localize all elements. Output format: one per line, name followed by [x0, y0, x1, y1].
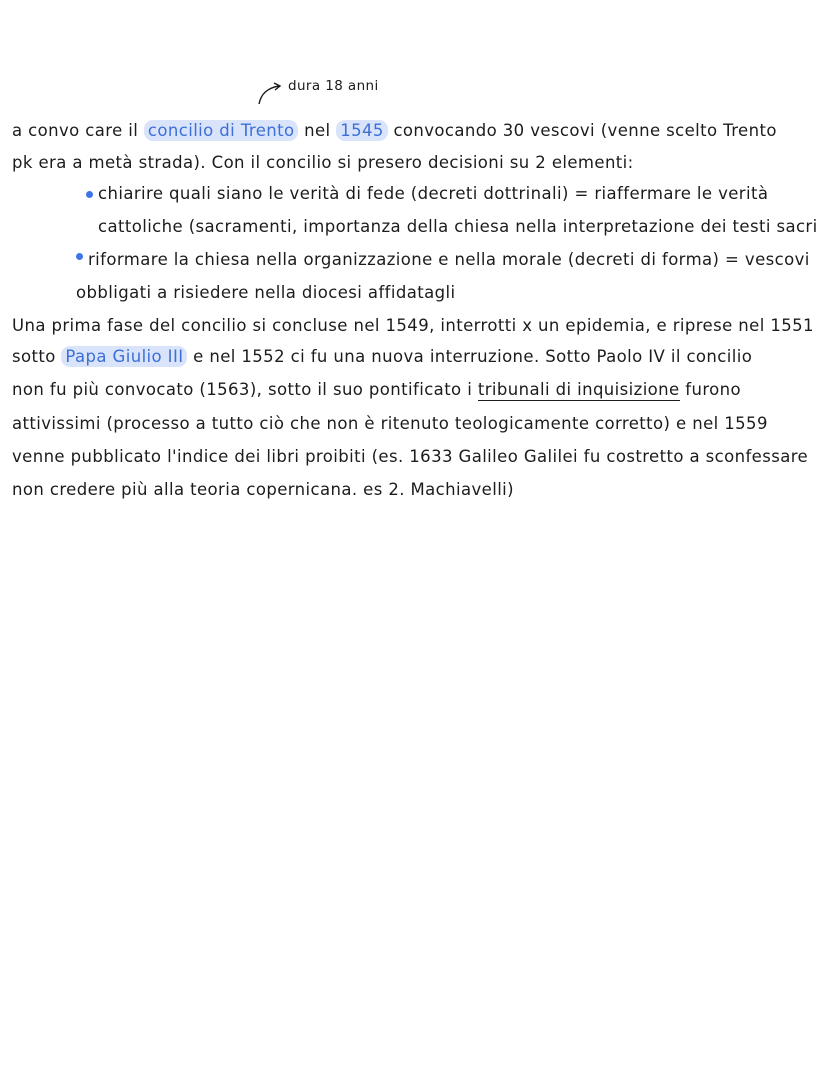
line-1-text-b: nel [304, 121, 331, 140]
note-line-2: pk era a metà strada). Con il concilio si presero decisioni su 2 elementi: [12, 153, 634, 172]
note-line-4 [12, 345, 752, 369]
line-1-text-c: convocando 30 vescovi (venne scelto Trento [393, 121, 777, 140]
annotation-text: dura 18 anni [288, 78, 379, 94]
line-1-text-a: a convo care il [12, 121, 139, 140]
note-line-5 [12, 378, 741, 402]
note-line-7: venne pubblicato l'indice dei libri proibiti (es. 1633 Galileo Galilei fu costretto a sconfessare [12, 447, 809, 466]
underlined-tribunali: tribunali di inquisizione [477, 380, 680, 399]
bullet-1-icon [86, 191, 93, 198]
note-line-6: attivissimi (processo a tutto ciò che non è ritenuto teologicamente corretto) e nel 1559 [12, 414, 768, 433]
highlight-papa-giulio: Papa Giulio III [61, 346, 187, 367]
bullet-2-icon [76, 253, 83, 260]
note-line-3: Una prima fase del concilio si concluse nel 1549, interrotti x un epidemia, e riprese nel 1551 [12, 316, 814, 335]
line-4-text-a: sotto [12, 347, 56, 366]
highlight-concilio-di-trento: concilio di Trento [144, 120, 299, 141]
curved-arrow-icon [255, 82, 285, 108]
line-5-text-b: furono [685, 380, 741, 399]
line-5-text-a: non fu più convocato (1563), sotto il suo pontificato i [12, 380, 473, 399]
bullet-2-line-2: obbligati a risiedere nella diocesi affidatagli [76, 283, 456, 302]
note-line-1 [12, 119, 777, 143]
note-line-8: non credere più alla teoria copernicana. es 2. Machiavelli) [12, 480, 515, 499]
bullet-2-line-1: riformare la chiesa nella organizzazione e nella morale (decreti di forma) = vescovi [88, 250, 810, 269]
line-4-text-b: e nel 1552 ci fu una nuova interruzione. Sotto Paolo IV il concilio [193, 347, 753, 366]
bullet-1-line-1: chiarire quali siano le verità di fede (decreti dottrinali) = riaffermare le verità [98, 184, 769, 203]
bullet-1-line-2: cattoliche (sacramenti, importanza della chiesa nella interpretazione dei testi sacri [98, 217, 818, 236]
highlight-year-1545: 1545 [336, 120, 388, 141]
